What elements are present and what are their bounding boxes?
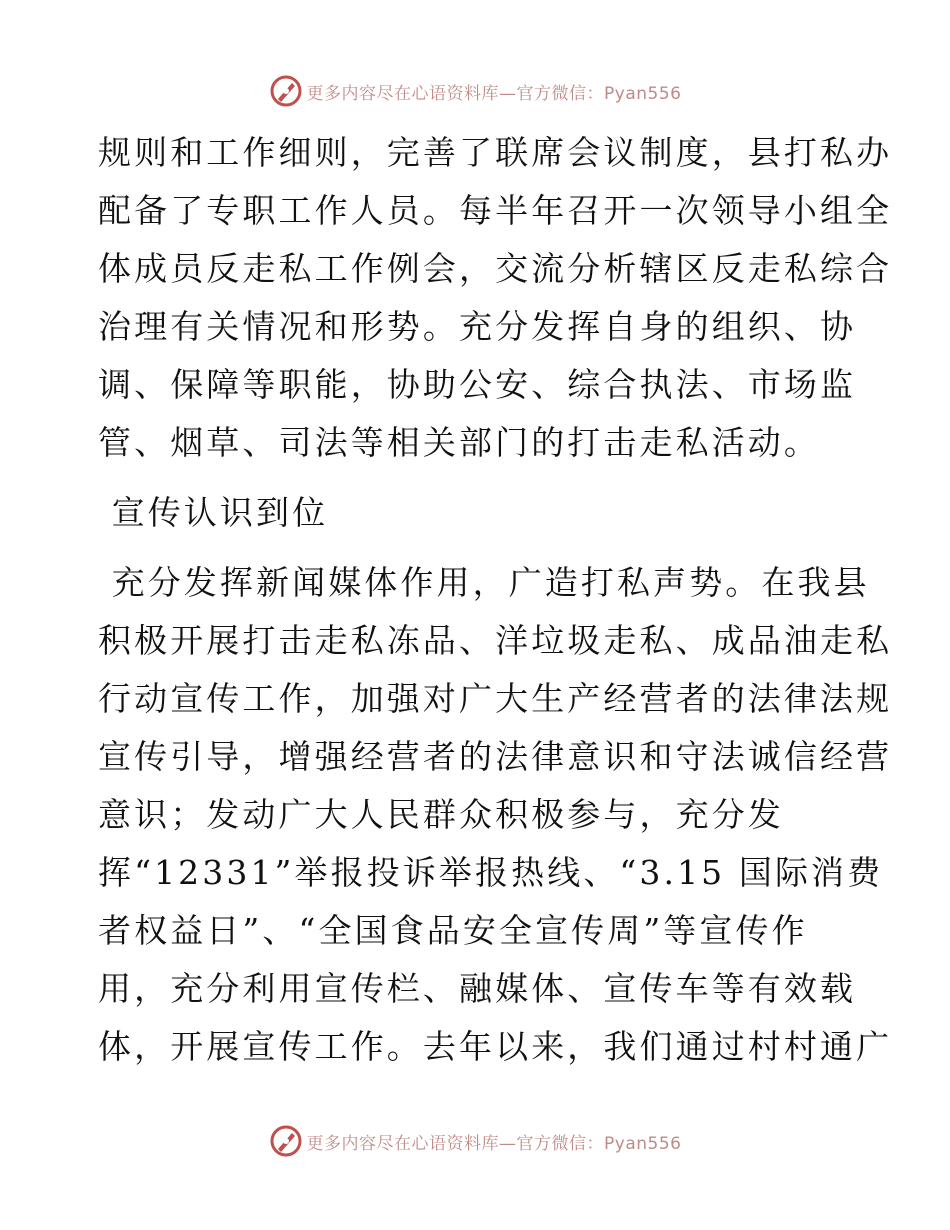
text-line: 规则和工作细则，完善了联席会议制度，县打私办 (98, 133, 893, 172)
document-body (98, 124, 893, 1076)
text-line: 行动宣传工作，加强对广大生产经营者的法律法规 (98, 679, 893, 718)
header-watermark (0, 74, 950, 108)
pen-logo-icon (269, 1124, 303, 1158)
watermark-text: 更多内容尽在心语资料库—官方微信：Pyan556 (306, 83, 682, 104)
text-line: 充分发挥新闻媒体作用，广造打私声势。在我县 (98, 563, 870, 602)
section-heading: 宣传认识到位 (98, 493, 329, 532)
watermark-text: 更多内容尽在心语资料库—官方微信：Pyan556 (306, 1133, 682, 1154)
text-line: 用，充分利用宣传栏、融媒体、宣传车等有效载 (98, 969, 857, 1008)
text-line: 者权益日”、“全国食品安全宣传周”等宣传作 (98, 911, 808, 950)
text-line: 治理有关情况和形势。充分发挥自身的组织、协 (98, 307, 857, 346)
text-line: 配备了专职工作人员。每半年召开一次领导小组全 (98, 191, 893, 230)
pen-logo-icon (269, 74, 303, 108)
paragraph-1 (98, 124, 893, 472)
footer-watermark (0, 1124, 950, 1158)
text-line: 调、保障等职能，协助公安、综合执法、市场监 (98, 365, 857, 404)
text-line: 宣传引导，增强经营者的法律意识和守法诚信经营 (98, 737, 893, 776)
text-line: 管、烟草、司法等相关部门的打击走私活动。 (98, 423, 820, 462)
text-line: 体成员反走私工作例会，交流分析辖区反走私综合 (98, 249, 893, 288)
paragraph-2 (98, 554, 893, 1076)
text-line: 挥“12331”举报投诉举报热线、“3.15 国际消费 (98, 853, 884, 892)
text-line: 意识；发动广大人民群众积极参与，充分发 (98, 795, 784, 834)
text-line: 体，开展宣传工作。去年以来，我们通过村村通广 (98, 1027, 893, 1066)
text-line: 积极开展打击走私冻品、洋垃圾走私、成品油走私 (98, 621, 893, 660)
